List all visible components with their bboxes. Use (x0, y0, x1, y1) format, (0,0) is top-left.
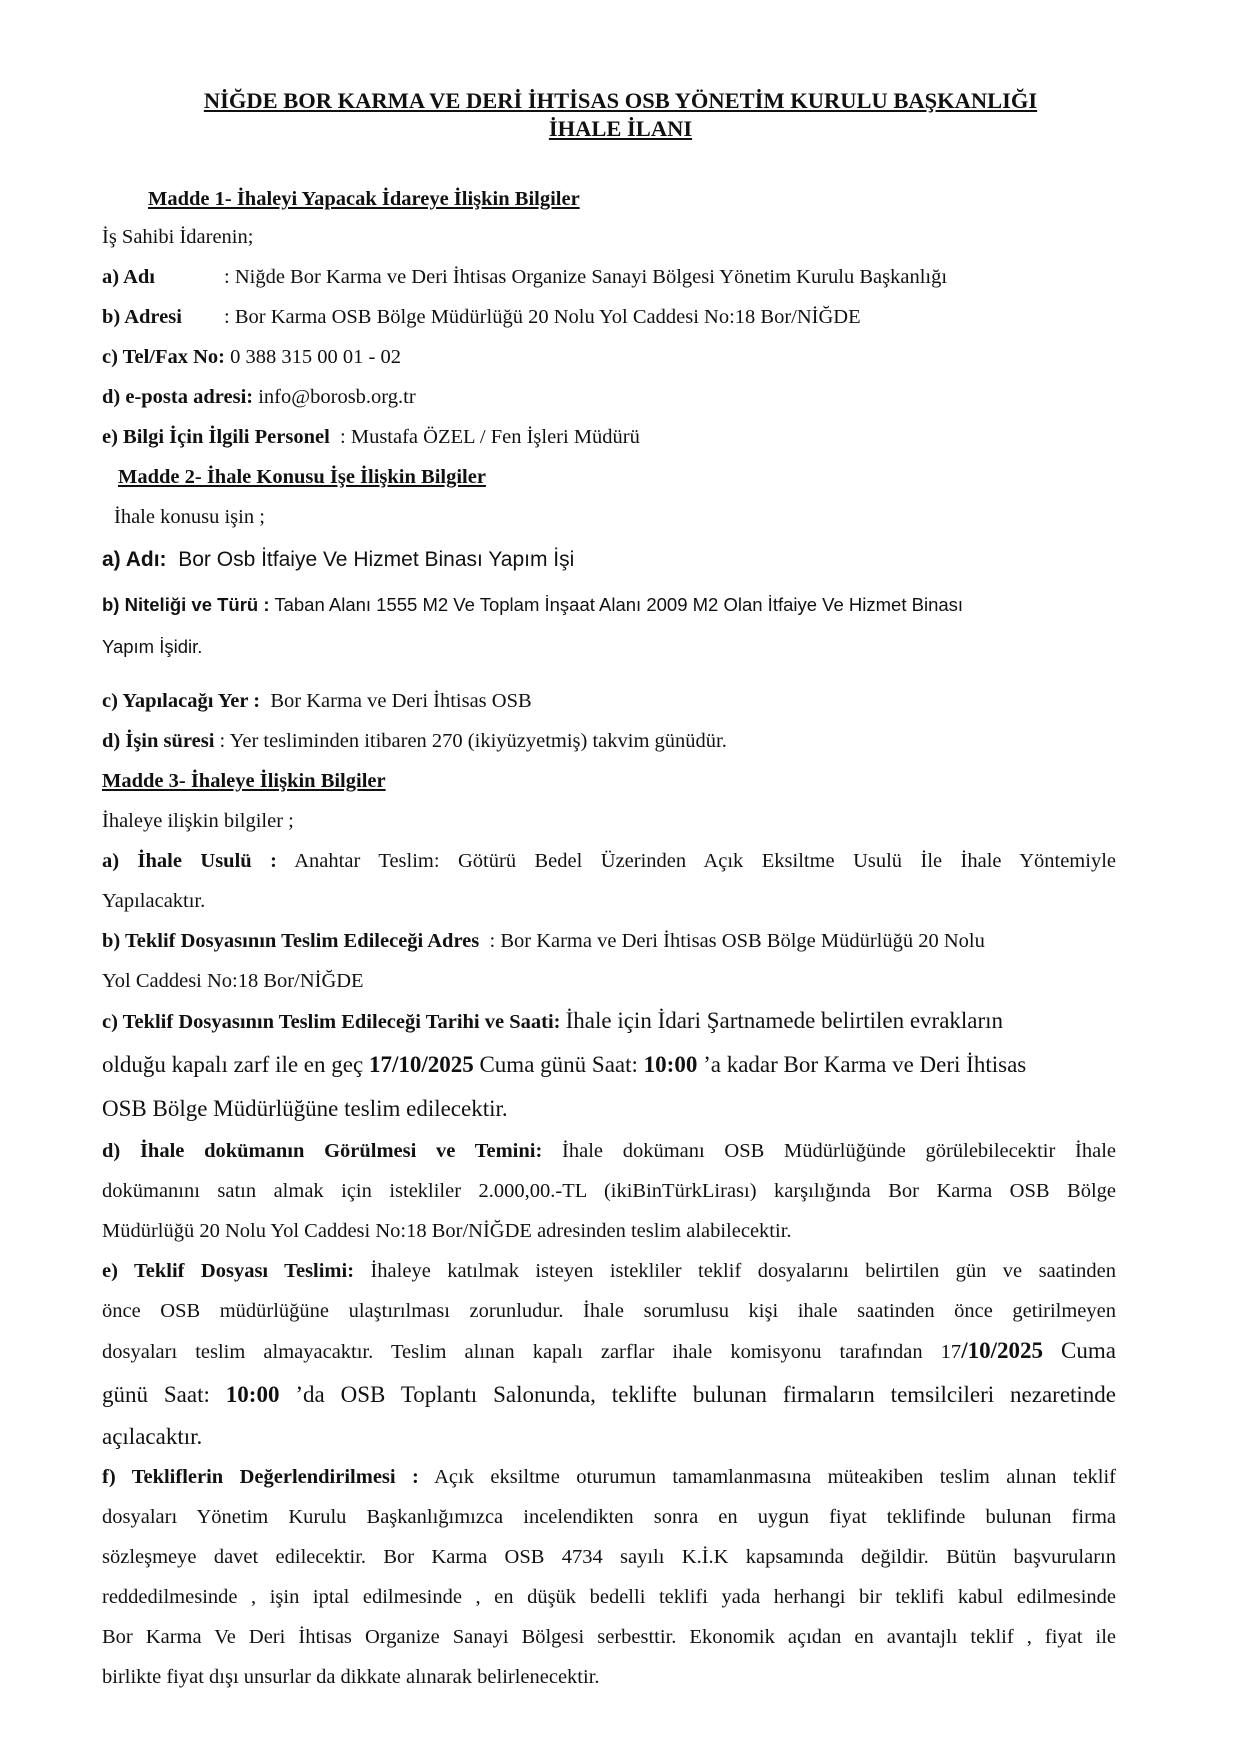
madde2-heading: Madde 2- İhale Konusu İşe İlişkin Bilgiler (118, 466, 486, 488)
madde3-c-line3: OSB Bölge Müdürlüğüne teslim edilecektir. (102, 1096, 508, 1121)
madde1-adi-value: : Niğde Bor Karma ve Deri İhtisas Organize Sanayi Bölgesi Yönetim Kurulu Başkanlığı (224, 266, 948, 288)
madde1-eposta-row (102, 386, 416, 409)
madde3-intro: İhaleye ilişkin bilgiler ; (102, 810, 294, 832)
madde1-eposta-label: d) e-posta adresi: (102, 386, 254, 408)
madde3-e-text3c: Cuma (1061, 1338, 1116, 1363)
madde3-f-line2: dosyaları Yönetim Kurulu Başkanlığımızca incelendikten sonra en uygun fiyat teklifinde bulunan firma (102, 1506, 1116, 1528)
document-title-line2: İHALE İLANI (548, 116, 693, 141)
madde1-adi-row (102, 266, 947, 289)
madde1-heading: Madde 1- İhaleyi Yapacak İdareye İlişkin Bilgiler (148, 188, 580, 210)
madde3-d-line1 (102, 1140, 1116, 1163)
madde3-e-text3a: dosyaları teslim almayacaktır. Teslim alınan kapalı zarflar ihale komisyonu tarafından 17 (102, 1341, 962, 1363)
madde3-b-line1 (102, 930, 985, 953)
document-title-line1: NİĞDE BOR KARMA VE DERİ İHTİSAS OSB YÖNETİM KURULU BAŞKANLIĞI (203, 88, 1038, 113)
madde3-c-time: 10:00 (643, 1052, 698, 1077)
madde1-adres-value: : Bor Karma OSB Bölge Müdürlüğü 20 Nolu Yol Caddesi No:18 Bor/NİĞDE (224, 306, 861, 328)
madde3-e-line1 (102, 1260, 1116, 1283)
madde2-nitelik-value-line1: Taban Alanı 1555 M2 Ve Toplam İnşaat Alanı 2009 M2 Olan İtfaiye Ve Hizmet Binası (274, 594, 964, 615)
madde2-nitelik-row (102, 594, 963, 616)
madde3-a-line1 (102, 850, 1116, 873)
madde3-e-line5: açılacaktır. (102, 1424, 203, 1449)
madde3-f-line4: reddedilmesinde , işin iptal edilmesinde , en düşük bedelli teklifi yada herhangi bir teklifi kabul edilmesinde (102, 1586, 1116, 1608)
madde1-adres-label: b) Adresi (102, 306, 182, 328)
madde2-nitelik-value-line2: Yapım İşidir. (102, 636, 203, 657)
madde3-heading: Madde 3- İhaleye İlişkin Bilgiler (102, 770, 386, 792)
madde3-c-text2a: olduğu kapalı zarf ile en geç (102, 1052, 364, 1077)
madde1-eposta-value: info@borosb.org.tr (258, 386, 416, 408)
madde3-e-time: 10:00 (225, 1382, 280, 1407)
madde3-c-date: 17/10/2025 (368, 1052, 474, 1077)
madde2-yer-value: Bor Karma ve Deri İhtisas OSB (270, 690, 532, 712)
madde3-e-text4b: ’da OSB Toplantı Salonunda, teklifte bulunan firmaların temsilcileri nezaretinde (295, 1382, 1117, 1407)
madde3-c-line2 (102, 1052, 1026, 1078)
madde3-e-date: /10/2025 (961, 1338, 1043, 1363)
madde3-c-text2c: ’a kadar Bor Karma ve Deri İhtisas (703, 1052, 1027, 1077)
madde2-sure-value: : Yer tesliminden itibaren 270 (ikiyüzyetmiş) takvim günüdür. (219, 730, 727, 752)
madde3-e-text4a: günü Saat: (102, 1382, 210, 1407)
madde3-f-line3: sözleşmeye davet edilecektir. Bor Karma OSB 4734 sayılı K.İ.K kapsamında değildir. Bütün başvuruların (102, 1546, 1116, 1568)
madde3-e-text1: İhaleye katılmak isteyen istekliler teklif dosyalarını belirtilen gün ve saatinden (370, 1260, 1117, 1282)
madde3-f-line1 (102, 1466, 1116, 1489)
madde2-nitelik-label: b) Niteliği ve Türü : (102, 594, 270, 615)
madde3-a-label: a) İhale Usulü : (102, 850, 277, 872)
madde1-tel-value: 0 388 315 00 01 - 02 (230, 346, 401, 368)
madde3-f-label: f) Tekliflerin Değerlendirilmesi : (102, 1466, 419, 1488)
madde3-d-text1: İhale dokümanı OSB Müdürlüğünde görülebilecektir İhale (562, 1140, 1117, 1162)
madde3-b-text1: : Bor Karma ve Deri İhtisas OSB Bölge Müdürlüğü 20 Nolu (489, 930, 985, 952)
madde3-f-text1: Açık eksiltme oturumun tamamlanmasına müteakiben teslim alınan teklif (434, 1466, 1116, 1488)
madde1-personel-row (102, 426, 640, 449)
madde3-c-line1 (102, 1008, 1003, 1034)
madde1-tel-row (102, 346, 401, 369)
madde2-sure-row (102, 730, 727, 753)
madde3-a-line2: Yapılacaktır. (102, 890, 206, 912)
madde3-f-line5: Bor Karma Ve Deri İhtisas Organize Sanayi Bölgesi serbesttir. Ekonomik açıdan en avantajlı teklif , fiyat ile (102, 1626, 1116, 1648)
madde1-tel-label: c) Tel/Fax No: (102, 346, 225, 368)
madde3-d-label: d) İhale dokümanın Görülmesi ve Temini: (102, 1140, 543, 1162)
madde1-personel-value: : Mustafa ÖZEL / Fen İşleri Müdürü (340, 426, 640, 448)
madde3-e-line3 (102, 1338, 1116, 1364)
madde2-intro: İhale konusu işin ; (114, 506, 265, 528)
madde2-yer-label: c) Yapılacağı Yer : (102, 690, 261, 712)
madde1-personel-label: e) Bilgi İçin İlgili Personel (102, 426, 330, 448)
madde3-d-line2: dokümanını satın almak için istekliler 2.000,00.-TL (ikiBinTürkLirası) karşılığında Bor Karma OSB Bölge (102, 1180, 1116, 1202)
madde2-adi-row (102, 548, 574, 572)
madde3-b-label: b) Teklif Dosyasının Teslim Edileceği Adres (102, 930, 480, 952)
madde2-adi-value: Bor Osb İtfaiye Ve Hizmet Binası Yapım İşi (178, 548, 575, 571)
madde2-sure-label: d) İşin süresi (102, 730, 215, 752)
madde3-c-label: c) Teklif Dosyasının Teslim Edileceği Tarihi ve Saati: (102, 1011, 561, 1033)
madde3-e-line2: önce OSB müdürlüğüne ulaştırılması zorunludur. İhale sorumlusu kişi ihale saatinden önce getirilmeyen (102, 1300, 1116, 1322)
madde3-a-text1: Anahtar Teslim: Götürü Bedel Üzerinden Açık Eksiltme Usulü İle İhale Yöntemiyle (294, 850, 1116, 872)
madde3-b-line2: Yol Caddesi No:18 Bor/NİĞDE (102, 970, 364, 992)
madde1-intro: İş Sahibi İdarenin; (102, 226, 254, 248)
madde3-d-line3: Müdürlüğü 20 Nolu Yol Caddesi No:18 Bor/NİĞDE adresinden teslim alabilecektir. (102, 1220, 792, 1242)
madde3-f-line6: birlikte fiyat dışı unsurlar da dikkate alınarak belirlenecektir. (102, 1666, 600, 1688)
madde3-e-label: e) Teklif Dosyası Teslimi: (102, 1260, 355, 1282)
madde2-adi-label: a) Adı: (102, 548, 167, 571)
madde3-c-text2b: Cuma günü Saat: (479, 1052, 638, 1077)
madde2-yer-row (102, 690, 532, 713)
madde1-adres-row (102, 306, 861, 329)
madde3-c-text1: İhale için İdari Şartnamede belirtilen evrakların (565, 1008, 1004, 1033)
madde3-e-line4 (102, 1382, 1116, 1408)
madde1-adi-label: a) Adı (102, 266, 155, 288)
